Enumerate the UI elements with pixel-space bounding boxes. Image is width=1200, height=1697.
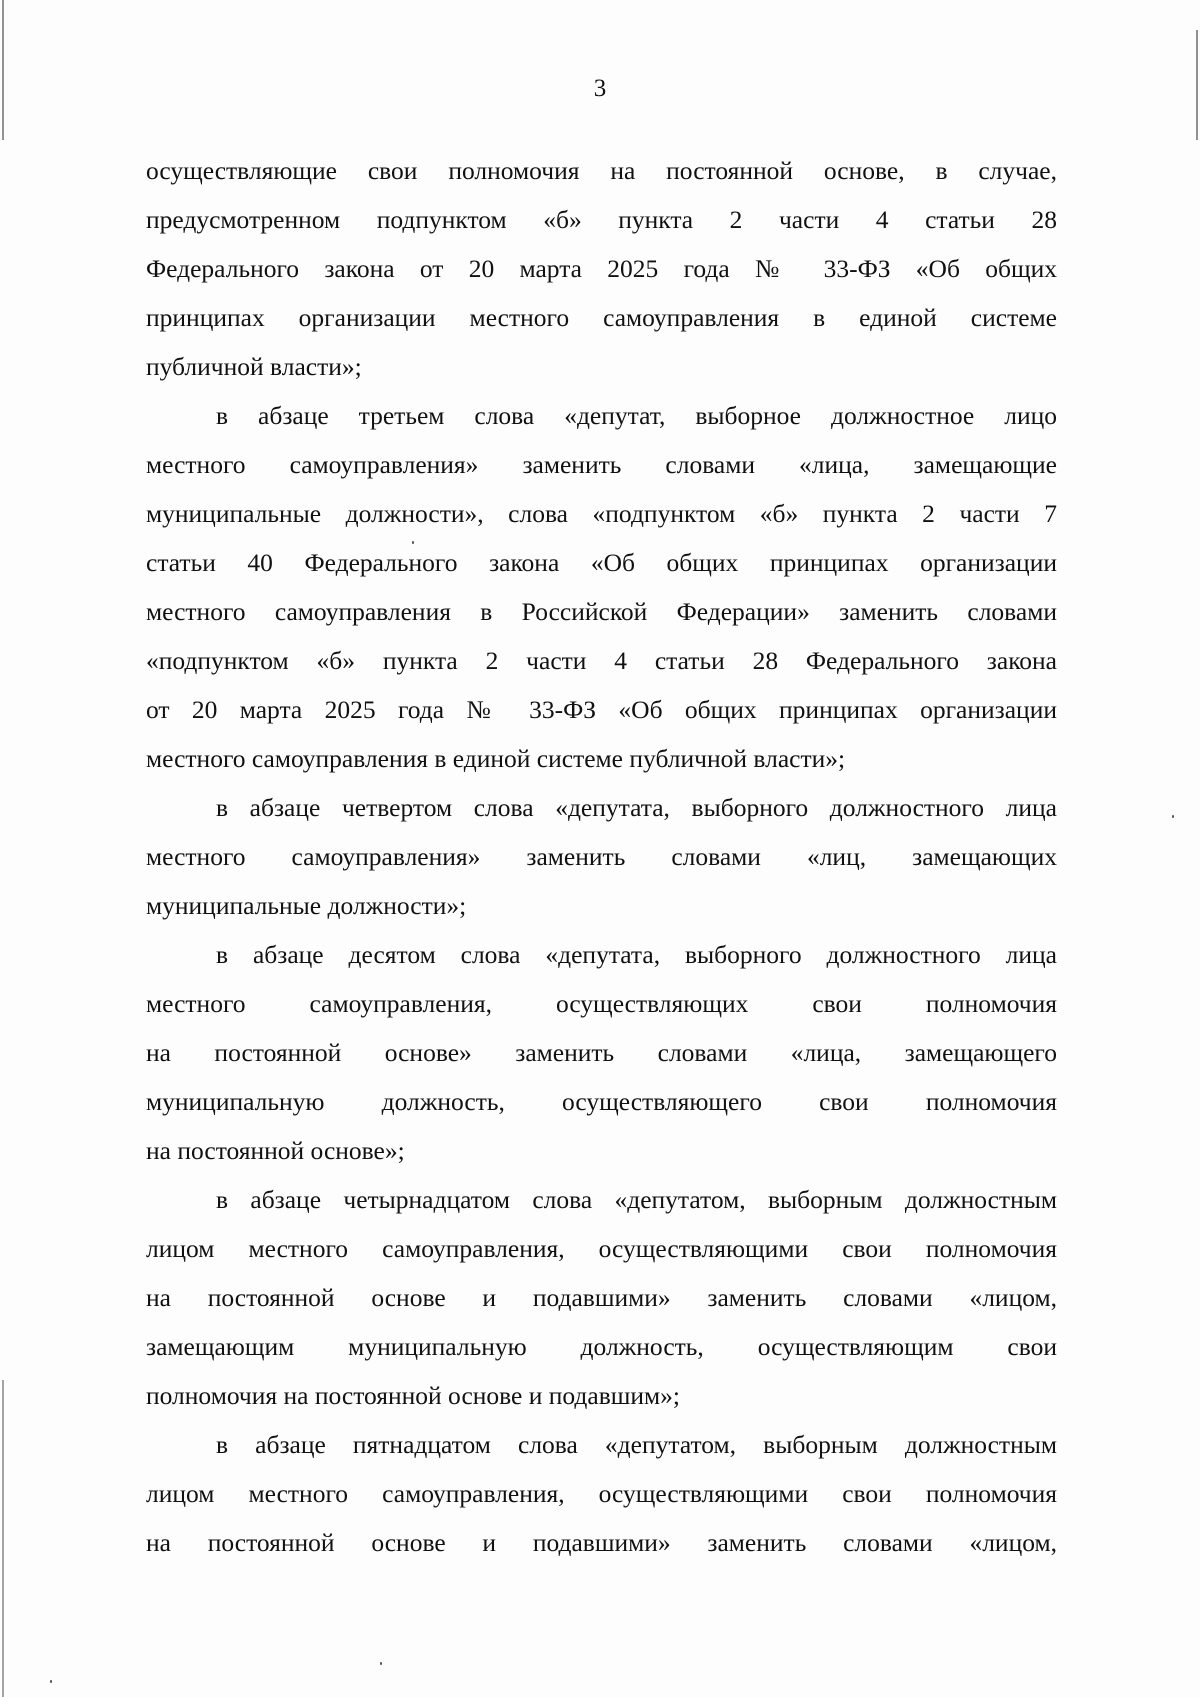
paragraph-line: Федерального закона от 20 марта 2025 года № 33-ФЗ «Об общих <box>146 254 1057 283</box>
paragraph <box>146 1420 1057 1567</box>
scan-edge-left <box>2 0 4 1697</box>
paragraph-line: лицом местного самоуправления, осуществляющими свои полномочия <box>146 1479 1057 1508</box>
paragraph <box>146 930 1057 1175</box>
paragraph <box>146 1175 1057 1420</box>
paragraph-line: местного самоуправления в единой системе публичной власти»; <box>146 744 846 773</box>
paragraph-line: в абзаце пятнадцатом слова «депутатом, выборным должностным <box>216 1430 1057 1459</box>
paragraph-line: на постоянной основе и подавшими» заменить словами «лицом, <box>146 1528 1057 1557</box>
paragraph-line: в абзаце четвертом слова «депутата, выборного должностного лица <box>216 793 1057 822</box>
scan-speck <box>50 1680 52 1683</box>
paragraph-line: на постоянной основе»; <box>146 1136 405 1165</box>
paragraph-line: на постоянной основе и подавшими» заменить словами «лицом, <box>146 1283 1057 1312</box>
paragraph-line: местного самоуправления» заменить словами «лиц, замещающих <box>146 842 1057 871</box>
paragraph-line: «подпунктом «б» пункта 2 части 4 статьи 28 Федерального закона <box>146 646 1057 675</box>
paragraph-line: муниципальную должность, осуществляющего свои полномочия <box>146 1087 1057 1116</box>
paragraph-line: осуществляющие свои полномочия на постоянной основе, в случае, <box>146 156 1057 185</box>
paragraph-line: в абзаце третьем слова «депутат, выборное должностное лицо <box>216 401 1057 430</box>
paragraph-line: полномочия на постоянной основе и подавшим»; <box>146 1381 681 1410</box>
document-body <box>146 146 1057 1567</box>
scan-speck <box>380 1662 382 1665</box>
paragraph-line: лицом местного самоуправления, осуществляющими свои полномочия <box>146 1234 1057 1263</box>
paragraph <box>146 783 1057 930</box>
paragraph-line: муниципальные должности»; <box>146 891 467 920</box>
paragraph-line: принципах организации местного самоуправления в единой системе <box>146 303 1057 332</box>
paragraph-line: статьи 40 Федерального закона «Об общих принципах организации <box>146 548 1057 577</box>
paragraph-line: местного самоуправления в Российской Федерации» заменить словами <box>146 597 1057 626</box>
paragraph <box>146 146 1057 391</box>
page-number: 3 <box>593 75 607 102</box>
paragraph-line: на постоянной основе» заменить словами «лица, замещающего <box>146 1038 1057 1067</box>
paragraph-line: в абзаце четырнадцатом слова «депутатом, выборным должностным <box>216 1185 1057 1214</box>
paragraph-line: местного самоуправления» заменить словами «лица, замещающие <box>146 450 1057 479</box>
scan-speck <box>1172 815 1174 818</box>
paragraph-line: от 20 марта 2025 года № 33-ФЗ «Об общих принципах организации <box>146 695 1057 724</box>
paragraph-line: в абзаце десятом слова «депутата, выборного должностного лица <box>216 940 1057 969</box>
paragraph-line: предусмотренном подпунктом «б» пункта 2 части 4 статьи 28 <box>146 205 1057 234</box>
paragraph <box>146 391 1057 783</box>
paragraph-line: замещающим муниципальную должность, осуществляющим свои <box>146 1332 1057 1361</box>
paragraph-line: местного самоуправления, осуществляющих свои полномочия <box>146 989 1057 1018</box>
paragraph-line: публичной власти»; <box>146 352 362 381</box>
paragraph-line: муниципальные должности», слова «подпунктом «б» пункта 2 части 7 <box>146 499 1057 528</box>
